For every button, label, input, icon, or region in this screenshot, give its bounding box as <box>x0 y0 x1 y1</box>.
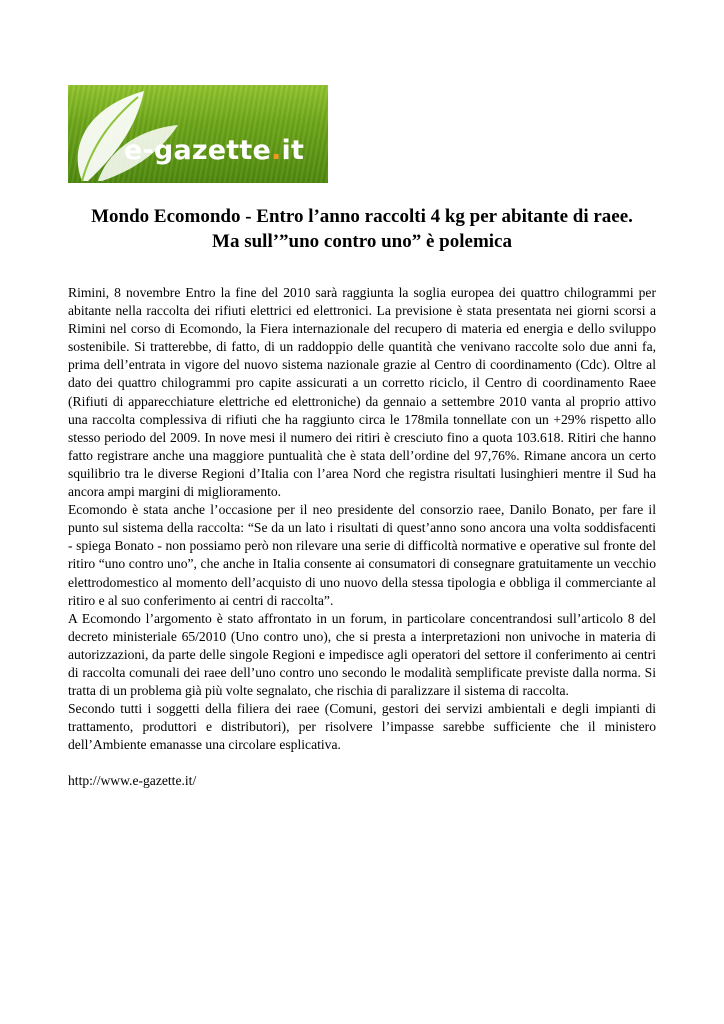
paragraph-2: Ecomondo è stata anche l’occasione per il neo presidente del consorzio raee, Danilo Bonato, per fare il punto sul sistema della raccolta: “Se da un lato i risultati di quest’anno sono ancora una volta soddisfacenti - spiega Bonato - non possiamo però non rilevare una serie di difficoltà normative e operative sul fronte del ritiro “uno contro uno”, che anche in Italia consente ai consumatori di consegnare gratuitamente un vecchio elettrodomestico al momento dell’acquisto di uno nuovo della stessa tipologia e obbliga il commerciante al ritiro e al suo conferimento ai centri di raccolta”. <box>68 502 656 608</box>
paragraph-4: Secondo tutti i soggetti della filiera dei raee (Comuni, gestori dei servizi ambientali e degli impianti di trattamento, produttori e distributori), per risolvere l’impasse sarebbe sufficiente che il ministero dell’Ambiente emanasse una circolare esplicativa. <box>68 701 656 753</box>
paragraph-1: Rimini, 8 novembre Entro la fine del 2010 sarà raggiunta la soglia europea dei quattro chilogrammi per abitante nella raccolta dei rifiuti elettrici ed elettronici. La previsione è stata presentata nei giorni scorsi a Rimini nel corso di Ecomondo, la Fiera internazionale del recupero di materia ed energia e dello sviluppo sostenibile. Si tratterebbe, di fatto, di un raddoppio delle quantità che venivano raccolte solo due anni fa, prima dell’entrata in vigore del nuovo sistema nazionale grazie al Centro di coordinamento (Cdc). Oltre al dato dei quattro chilogrammi pro capite assicurati a un corretto riciclo, il Centro di coordinamento Raee (Rifiuti di apparecchiature elettriche ed elettroniche) da gennaio a settembre 2010 vanta al proprio attivo una raccolta complessiva di rifiuti che ha raggiunto circa le 178mila tonnellate con un +29% rispetto allo stesso periodo del 2009. In nove mesi il numero dei ritiri è cresciuto fino a quota 103.618. Ritiri che hanno fatto registrare anche una maggiore puntualità che è stata dell’ordine del 97,76%. Rimane ancora un certo squilibrio tra le diverse Regioni d’Italia con l’area Nord che registra risultati lusinghieri mentre il Sud ha ancora ampi margini di miglioramento. <box>68 285 656 500</box>
source-url[interactable]: http://www.e-gazette.it/ <box>68 773 197 789</box>
leaf-logo-icon <box>68 85 328 183</box>
article-body <box>68 284 656 791</box>
logo-brand: e-gazette <box>124 135 272 166</box>
logo-wordmark <box>124 135 304 166</box>
logo-dot: . <box>271 135 282 166</box>
e-gazette-logo <box>68 85 328 183</box>
logo-tld: it <box>281 135 305 166</box>
article-title <box>68 204 656 254</box>
paragraph-3: A Ecomondo l’argomento è stato affrontato in un forum, in particolare concentrandosi sull’articolo 8 del decreto ministeriale 65/2010 (Uno contro uno), che si presta a interpretazioni non univoche in materia di autorizzazioni, da parte delle singole Regioni e impedisce agli operatori del settore il conferimento ai centri di raccolta comunali dei raee dell’uno contro uno secondo le modalità semplificate previste dalla norma. Si tratta di un problema già più volte segnalato, che rischia di paralizzare il sistema di raccolta. <box>68 610 656 699</box>
title-line-1: Mondo Ecomondo - Entro l’anno raccolti 4 kg per abitante di raee. <box>91 206 633 227</box>
title-line-2: Ma sull’”uno contro uno” è polemica <box>212 231 512 252</box>
